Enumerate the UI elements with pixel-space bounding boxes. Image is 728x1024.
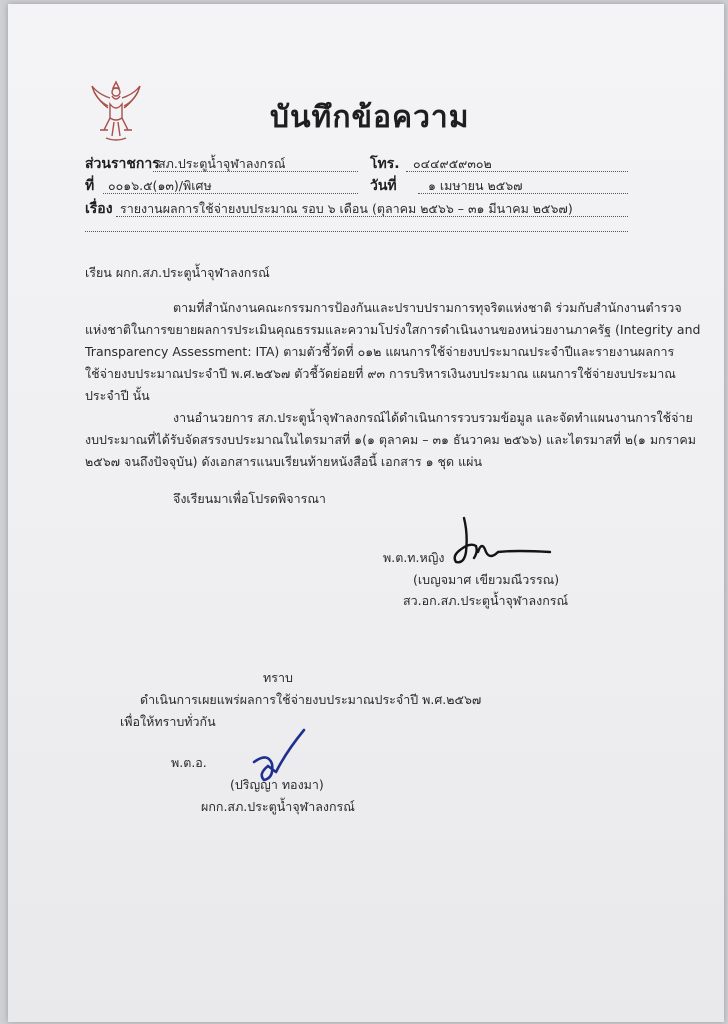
memo-sheet <box>8 4 724 1022</box>
memo-title: บันทึกข้อความ <box>270 100 470 135</box>
signer-name: (เบญจมาศ เขียวมณีวรรณ) <box>413 572 560 587</box>
approval-line-2: เพื่อให้ทราบทั่วกัน <box>120 714 216 729</box>
number-label: ที่ <box>85 178 95 194</box>
approval-line-1: ดำเนินการเผยแพร่ผลการใช้จ่ายงบประมาณประจำปี พ.ศ.๒๕๖๗ <box>140 692 482 707</box>
approver-rank: พ.ต.อ. <box>171 755 207 770</box>
subject-label: เรื่อง <box>85 201 113 217</box>
closing-line: จึงเรียนมาเพื่อโปรดพิจารณา <box>173 491 326 506</box>
salutation: เรียน ผกก.สภ.ประตูน้ำจุฬาลงกรณ์ <box>85 265 270 280</box>
phone-label: โทร. <box>370 156 400 172</box>
para1-line: แห่งชาติในการขยายผลการประเมินคุณธรรมและความโปร่งใสการดำเนินงานของหน่วยงานภาครัฐ (Integrity and <box>85 322 701 337</box>
signer-rank: พ.ต.ท.หญิง <box>383 550 445 565</box>
garuda-emblem-icon <box>88 78 144 144</box>
header-separator <box>85 231 628 232</box>
approver-name: (ปริญญา ทองมา) <box>230 777 324 792</box>
date-value: ๑ เมษายน ๒๕๖๗ <box>428 178 523 193</box>
subject-value: รายงานผลการใช้จ่ายงบประมาณ รอบ ๖ เดือน (ตุลาคม ๒๕๖๖ – ๓๑ มีนาคม ๒๕๖๗) <box>120 201 573 216</box>
para1-line: Transparency Assessment: ITA) ตามตัวชี้วัดที่ ๐๑๒ แผนการใช้จ่ายงบประมาณประจำปีและรายงานผลการ <box>85 344 675 359</box>
agency-value: สภ.ประตูน้ำจุฬาลงกรณ์ <box>158 156 286 171</box>
approver-position: ผกก.สภ.ประตูน้ำจุฬาลงกรณ์ <box>201 799 355 814</box>
phone-underline <box>406 171 628 172</box>
agency-underline <box>153 171 358 172</box>
ack-text: ทราบ <box>263 670 293 685</box>
para2-line: ๒๕๖๗ จนถึงปัจจุบัน) ดังเอกสารแนบเรียนท้ายหนังสือนี้ เอกสาร ๑ ชุด แผ่น <box>85 454 483 469</box>
para1-line: ประจำปี นั้น <box>85 388 150 403</box>
para2-line: งบประมาณที่ได้รับจัดสรรงบประมาณในไตรมาสที่ ๑(๑ ตุลาคม – ๓๑ ธันวาคม ๒๕๖๖) และไตรมาสที่ ๒(๑ มกราคม <box>85 432 696 447</box>
agency-label: ส่วนราชการ <box>85 156 160 172</box>
signer-position: สว.อก.สภ.ประตูน้ำจุฬาลงกรณ์ <box>403 593 569 608</box>
date-label: วันที่ <box>370 178 397 194</box>
subject-underline <box>116 216 628 217</box>
signature-1-icon <box>446 512 556 572</box>
phone-value: ๐๔๔๙๕๙๓๐๒ <box>413 156 492 171</box>
number-underline <box>103 193 358 194</box>
date-underline <box>418 193 628 194</box>
para1-line: ใช้จ่ายงบประมาณประจำปี พ.ศ.๒๕๖๗ ตัวชี้วัดย่อยที่ ๙๓ การบริหารเงินงบประมาณ แผนการใช้จ่ายงบประมาณ <box>85 366 676 381</box>
para1-line: ตามที่สำนักงานคณะกรรมการป้องกันและปราบปรามการทุจริตแห่งชาติ ร่วมกับสำนักงานตำรวจ <box>173 300 682 315</box>
number-value: ๐๐๑๖.๕(๑๓)/พิเศษ <box>108 178 212 193</box>
para2-line: งานอำนวยการ สภ.ประตูน้ำจุฬาลงกรณ์ได้ดำเนินการรวบรวมข้อมูล และจัดทำแผนงานการใช้จ่าย <box>173 410 693 425</box>
